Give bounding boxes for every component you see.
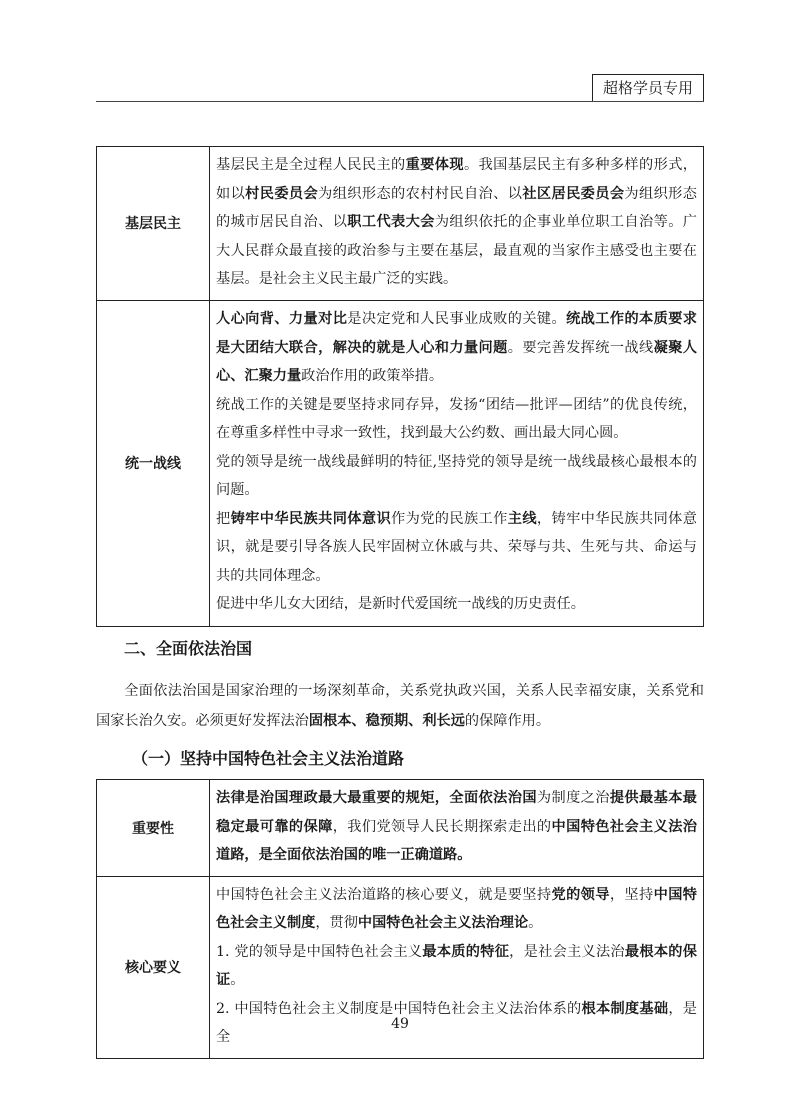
cell-paragraph bbox=[216, 448, 697, 505]
emphasis-text: 社区居民委员会 bbox=[522, 185, 625, 202]
emphasis-text: 固根本、稳预期、利长远 bbox=[308, 713, 465, 729]
subsection-heading-socialist-rule-of-law-path: （一）坚持中国特色社会主义法治道路 bbox=[132, 749, 405, 768]
emphasis-text: 最本质的特征 bbox=[422, 943, 510, 960]
emphasis-text: 最根本的保证 bbox=[216, 943, 697, 988]
emphasis-text: 中国特色社会主义法治道路，是全面依法治国的唯一正确道路。 bbox=[216, 818, 697, 863]
emphasis-text: 铸牢中华民族共同体意识 bbox=[230, 510, 392, 527]
emphasis-text: 根本制度基础 bbox=[581, 1000, 669, 1017]
table-grassroots-united-front bbox=[96, 146, 704, 627]
emphasis-text: 村民委员会 bbox=[245, 185, 319, 202]
body-text: 为组织形态的农村村民自治、以 bbox=[318, 185, 523, 202]
cell-paragraph bbox=[216, 391, 697, 448]
body-text: ，铸牢中华民族共同体意识，就是要引导各族人民牢固树立休戚与共、荣辱与共、生死与共、命运与共的共同体理念。 bbox=[216, 510, 697, 584]
usage-badge: 超格学员专用 bbox=[592, 74, 704, 102]
row-body-united-front bbox=[210, 300, 704, 626]
cell-paragraph bbox=[216, 151, 697, 294]
body-text: 中国特色社会主义法治道路的核心要义，就是要坚持 bbox=[216, 886, 552, 903]
page-number: 49 bbox=[391, 1016, 409, 1032]
body-text: ，是社会主义法治 bbox=[509, 943, 625, 960]
body-text: 基层民主是全过程人民民主的 bbox=[216, 157, 406, 173]
cell-paragraph bbox=[216, 938, 697, 995]
body-text: 。要完善发挥统一战线 bbox=[507, 339, 654, 356]
section-paragraph-rule-of-law bbox=[96, 676, 704, 736]
body-text: 把 bbox=[216, 510, 231, 527]
cell-paragraph bbox=[216, 590, 697, 619]
body-text: 党的领导是统一战线最鲜明的特征,坚持党的领导是统一战线最核心最根本的问题。 bbox=[216, 453, 697, 499]
body-text: 促进中华儿女大团结，是新时代爱国统一战线的历史责任。 bbox=[216, 596, 585, 613]
table-row bbox=[97, 147, 704, 301]
body-text: 全面依法治国是国家治理的一场深刻革命，关系党执政兴国，关系人民幸福安康，关系党和国家长治久安。必须更好发挥法治 bbox=[96, 683, 704, 729]
row-body-grassroots-democracy bbox=[210, 147, 704, 301]
row-label-core-essence: 核心要义 bbox=[97, 876, 210, 1058]
emphasis-text: 提供最基本最稳定最可靠的保障 bbox=[216, 790, 697, 835]
emphasis-text: 中国特色社会主义法治理论 bbox=[357, 915, 529, 931]
emphasis-text: 职工代表大会 bbox=[347, 214, 435, 230]
body-text: 的保障作用。 bbox=[464, 713, 551, 729]
emphasis-text: 人心向背、力量对比 bbox=[216, 311, 348, 328]
body-text: 为制度之治 bbox=[536, 790, 610, 806]
body-text: 统战工作的关键是要坚持求同存异，发扬“团结—批评—团结”的优良传统，在尊重多样性中寻求一致性，找到最大公约数、画出最大同心圆。 bbox=[216, 396, 697, 442]
body-text: ，是全 bbox=[216, 1000, 697, 1045]
cell-paragraph bbox=[216, 881, 697, 938]
body-text: 2. 中国特色社会主义制度是中国特色社会主义法治体系的 bbox=[216, 1000, 582, 1017]
body-text: 为组织依托的企事业单位职工自治等。广大人民群众最直接的政治参与主要在基层，最直观的当家作主感受也主要在基层。是社会主义民主最广泛的实践。 bbox=[216, 214, 697, 287]
body-text: 政治作用的政策举措。 bbox=[301, 368, 444, 385]
emphasis-text: 重要体现 bbox=[405, 157, 464, 173]
emphasis-text: 党的领导 bbox=[551, 886, 610, 903]
body-text: ，坚持 bbox=[609, 886, 654, 903]
cell-paragraph bbox=[216, 505, 697, 591]
cell-paragraph bbox=[216, 305, 697, 391]
body-text: 。 bbox=[230, 972, 245, 988]
section-heading-rule-of-law: 二、全面依法治国 bbox=[124, 639, 253, 658]
row-label-importance: 重要性 bbox=[97, 780, 210, 877]
row-body-importance bbox=[210, 780, 704, 877]
body-text: 为组织形态的城市居民自治、以 bbox=[216, 185, 697, 230]
body-text: 作为党的民族工作 bbox=[391, 510, 508, 527]
body-text: ，我们党领导人民长期探索走出的 bbox=[332, 818, 552, 835]
body-text: ，贯彻 bbox=[315, 915, 358, 931]
body-text: 是决定党和人民事业成败的关键。 bbox=[347, 311, 567, 328]
emphasis-text: 中国特色社会主义制度 bbox=[216, 886, 697, 931]
table-row bbox=[97, 780, 704, 877]
cell-paragraph bbox=[216, 784, 697, 870]
emphasis-text: 主线 bbox=[507, 510, 537, 527]
emphasis-text: 法律是治国理政最大最重要的规矩，全面依法治国 bbox=[216, 790, 537, 806]
row-label-united-front: 统一战线 bbox=[97, 300, 210, 626]
emphasis-text: 凝聚人心、汇聚力量 bbox=[216, 339, 697, 385]
header-rule bbox=[96, 101, 704, 102]
body-text: 。我国基层民主有多种多样的形式，如以 bbox=[216, 157, 697, 202]
body-text: 1. 党的领导是中国特色社会主义 bbox=[216, 943, 423, 960]
row-label-grassroots-democracy: 基层民主 bbox=[97, 147, 210, 301]
emphasis-text: 统战工作的本质要求是大团结大联合，解决的就是人心和力量问题 bbox=[216, 311, 697, 356]
body-text: 。 bbox=[528, 915, 543, 931]
table-row bbox=[97, 300, 704, 626]
